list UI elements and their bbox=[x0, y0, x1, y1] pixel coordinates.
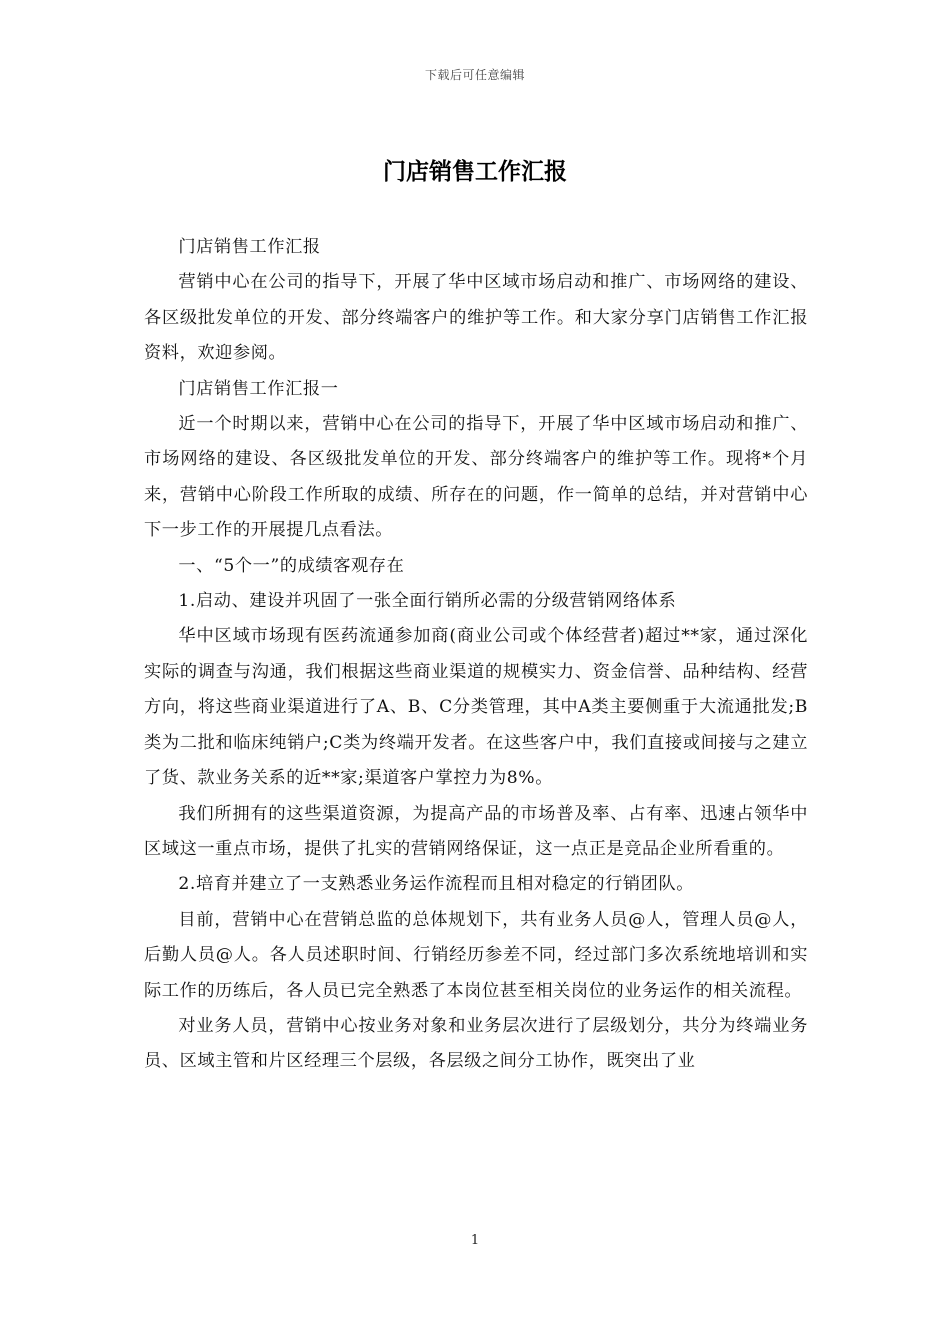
paragraph-report-one-heading: 门店销售工作汇报一 bbox=[178, 378, 339, 399]
paragraph-intro: 营销中心在公司的指导下，开展了华中区域市场启动和推广、市场网络的建设、各区级批发单位的开发、部分终端客户的维护等工作。和大家分享门店销售工作汇报资料，欢迎参阅。 bbox=[144, 272, 808, 364]
paragraph-subtitle: 门店销售工作汇报 bbox=[178, 237, 321, 257]
page-number: 1 bbox=[470, 1233, 480, 1248]
document-title: 门店销售工作汇报 bbox=[383, 158, 567, 185]
header-note: 下载后可任意编辑 bbox=[424, 68, 525, 82]
paragraph-team-details: 目前，营销中心在营销总监的总体规划下，共有业务人员@人，管理人员@人，后勤人员@人。各人员述职时间、行销经历参差不同，经过部门多次系统地培训和实际工作的历练后，各人员已完全熟悉了本岗位甚至相关岗位的业务运作的相关流程。 bbox=[144, 909, 808, 1001]
paragraph-network-details: 华中区域市场现有医药流通参加商(商业公司或个体经营者)超过**家，通过深化实际的调查与沟通，我们根据这些商业渠道的规模实力、资金信誉、品种结构、经营方向，将这些商业渠道进行了A、B、C分类管理，其中A类主要侧重于大流通批发;B类为二批和临床纯销户;C类为终端开发者。在这些客户中，我们直接或间接与之建立了货、款业务关系的近**家;渠道客户掌控力为8%。 bbox=[144, 626, 808, 789]
paragraph-channel-resources: 我们所拥有的这些渠道资源，为提高产品的市场普及率、占有率、迅速占领华中区域这一重点市场，提供了扎实的营销网络保证，这一点正是竞品企业所看重的。 bbox=[144, 803, 808, 859]
subheading-team: 2.培育并建立了一支熟悉业务运作流程而且相对稳定的行销团队。 bbox=[178, 874, 695, 895]
section-heading-achievements: 一、“5个一”的成绩客观存在 bbox=[178, 555, 405, 576]
paragraph-staff-levels: 对业务人员，营销中心按业务对象和业务层次进行了层级划分，共分为终端业务员、区域主管和片区经理三个层级，各层级之间分工协作，既突出了业 bbox=[144, 1015, 808, 1072]
paragraph-overview: 近一个时期以来，营销中心在公司的指导下，开展了华中区域市场启动和推广、市场网络的建设、各区级批发单位的开发、部分终端客户的维护等工作。现将*个月来，营销中心阶段工作所取的成绩、所存在的问题，作一简单的总结，并对营销中心下一步工作的开展提几点看法。 bbox=[144, 414, 808, 541]
subheading-network: 1.启动、建设并巩固了一张全面行销所必需的分级营销网络体系 bbox=[178, 591, 677, 612]
document-body bbox=[144, 230, 808, 1080]
